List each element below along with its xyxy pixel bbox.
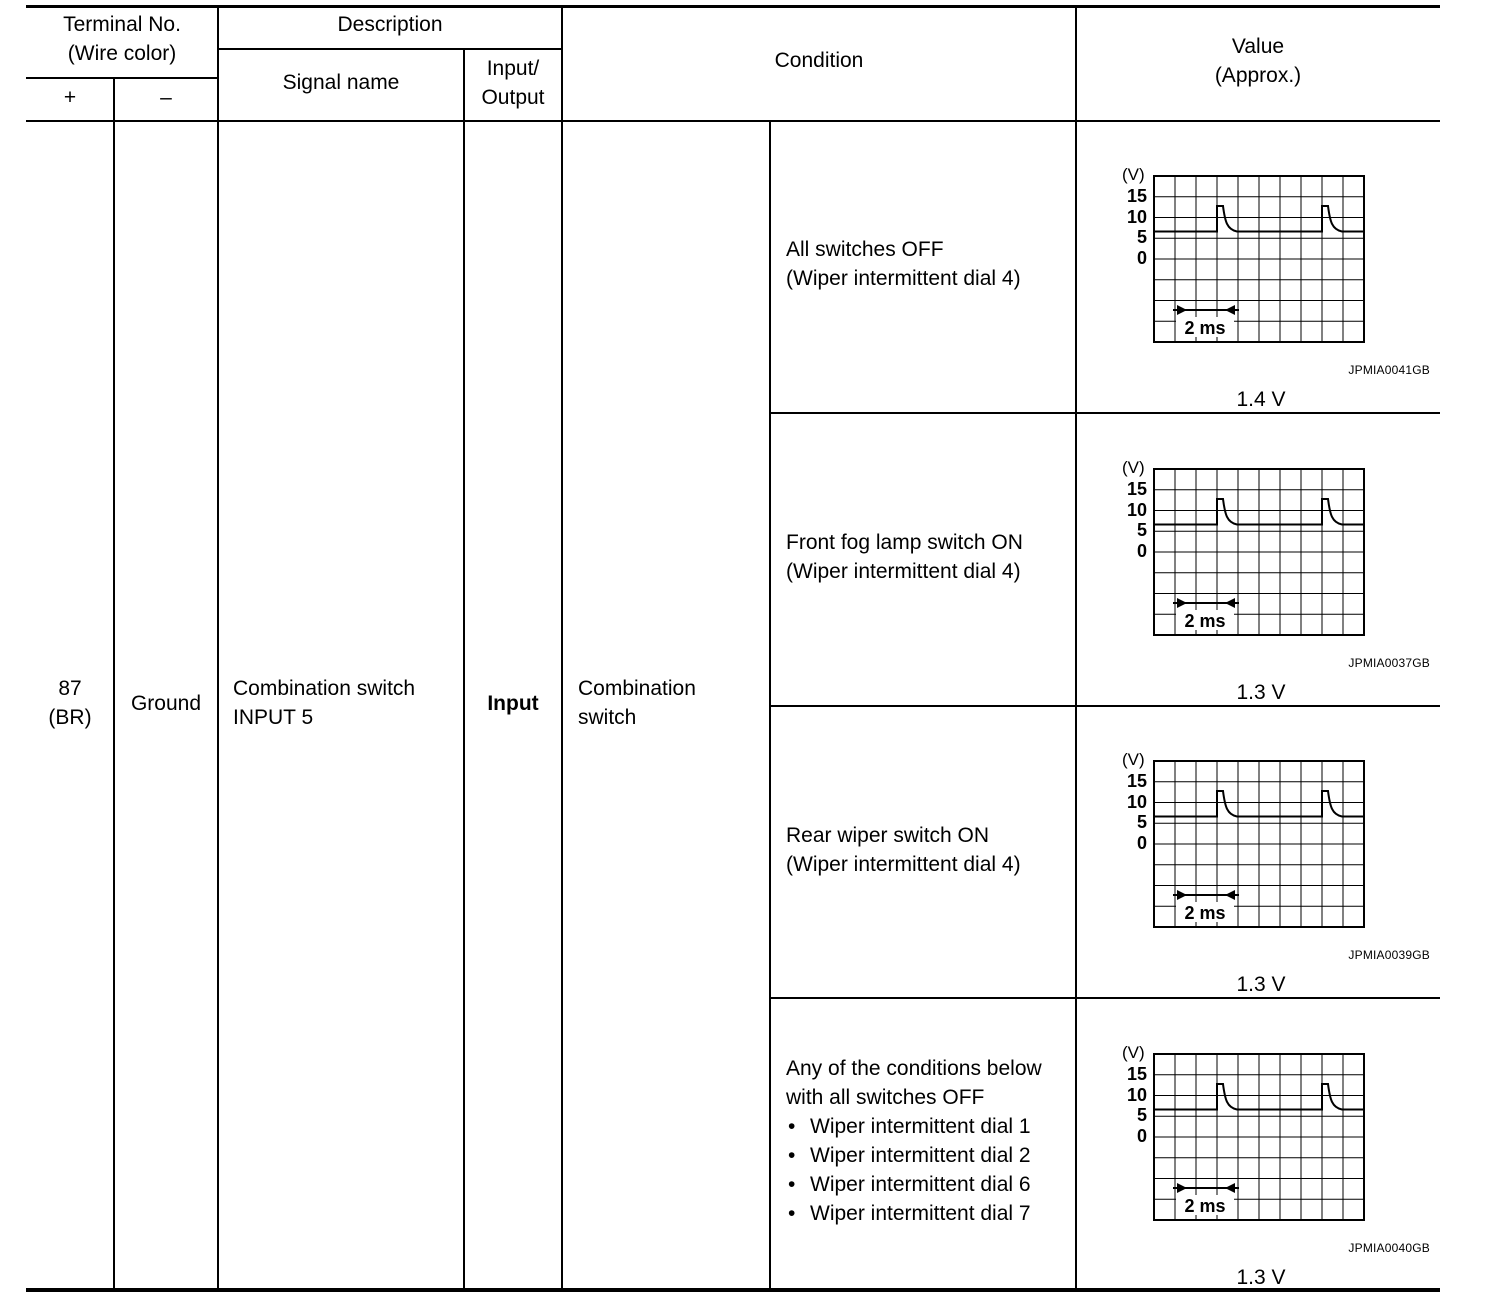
- y-tick-label: 10: [1126, 207, 1147, 227]
- voltage-value: 1.3 V: [1236, 681, 1286, 704]
- condition-rear-wiper: [786, 821, 1071, 879]
- col-rule-value: [1075, 6, 1077, 1289]
- io-value: Input: [487, 692, 539, 715]
- time-span-arrow: [1225, 598, 1235, 608]
- header-wire-color: (Wire color): [67, 42, 177, 65]
- voltage-value: 1.3 V: [1236, 973, 1286, 996]
- condition-bullet: • Wiper intermittent dial 7: [786, 1199, 1071, 1228]
- time-span-label: 2 ms: [1184, 1196, 1226, 1216]
- figure-code: JPMIA0041GB: [1348, 363, 1430, 377]
- y-tick-label: 0: [1136, 1126, 1147, 1146]
- y-tick-label: 15: [1126, 771, 1147, 791]
- unit-label: (V): [1122, 1043, 1145, 1062]
- waveform-4: [1110, 1040, 1440, 1289]
- condition-main-line2: switch: [578, 706, 637, 729]
- ground-terminal: Ground: [130, 692, 202, 715]
- header-io-line1: Input/: [486, 57, 540, 80]
- header-signal-name: Signal name: [282, 71, 400, 94]
- y-tick-label: 5: [1136, 1105, 1147, 1125]
- figure-code: JPMIA0039GB: [1348, 948, 1430, 962]
- header-io-line2: Output: [481, 86, 545, 109]
- condition-line: Front fog lamp switch ON: [786, 531, 1023, 554]
- y-tick-label: 15: [1126, 1064, 1147, 1084]
- condition-line: (Wiper intermittent dial 4): [786, 267, 1021, 290]
- time-span-arrow: [1225, 1183, 1235, 1193]
- unit-label: (V): [1122, 750, 1145, 769]
- waveform-3: [1110, 747, 1440, 996]
- header-terminal-no: Terminal No.: [63, 13, 181, 36]
- terminal-divider: [26, 77, 218, 79]
- col-rule-io: [463, 49, 465, 1289]
- condition-bullet-list: [786, 1112, 1071, 1228]
- y-tick-label: 10: [1126, 1085, 1147, 1105]
- terminal-number: 87: [58, 677, 82, 700]
- description-divider: [218, 48, 562, 50]
- header-value-line1: Value: [1231, 35, 1285, 58]
- condition-line: (Wiper intermittent dial 4): [786, 853, 1021, 876]
- time-span-label: 2 ms: [1184, 903, 1226, 923]
- y-tick-label: 10: [1126, 792, 1147, 812]
- time-span-arrow: [1177, 890, 1187, 900]
- time-span-arrow: [1177, 1183, 1187, 1193]
- y-tick-label: 5: [1136, 812, 1147, 832]
- unit-label: (V): [1122, 458, 1145, 477]
- condition-line: All switches OFF: [786, 238, 944, 261]
- y-tick-label: 5: [1136, 520, 1147, 540]
- y-tick-label: 0: [1136, 541, 1147, 561]
- figure-code: JPMIA0040GB: [1348, 1241, 1430, 1255]
- condition-all-switches-off: [786, 235, 1071, 293]
- unit-label: (V): [1122, 165, 1145, 184]
- row-divider-3: [770, 997, 1440, 999]
- row-divider-2: [770, 705, 1440, 707]
- time-span-label: 2 ms: [1184, 318, 1226, 338]
- signal-name-line1: Combination switch: [233, 677, 416, 700]
- time-span-arrow: [1225, 305, 1235, 315]
- condition-front-fog-lamp: [786, 528, 1071, 586]
- header-plus: +: [63, 86, 77, 109]
- condition-line: Rear wiper switch ON: [786, 824, 990, 847]
- waveform-1: [1110, 162, 1440, 411]
- y-tick-label: 0: [1136, 833, 1147, 853]
- y-tick-label: 10: [1126, 500, 1147, 520]
- voltage-value: 1.4 V: [1236, 388, 1286, 411]
- col-rule-condition: [561, 6, 563, 1289]
- waveform-graph: [1110, 162, 1440, 362]
- condition-bullet: • Wiper intermittent dial 2: [786, 1141, 1071, 1170]
- header-description: Description: [337, 13, 443, 36]
- time-span-arrow: [1177, 598, 1187, 608]
- row-divider-1: [770, 412, 1440, 414]
- time-span-label: 2 ms: [1184, 611, 1226, 631]
- col-rule-condition-detail: [769, 121, 771, 1289]
- y-tick-label: 5: [1136, 227, 1147, 247]
- condition-bullet: • Wiper intermittent dial 6: [786, 1170, 1071, 1199]
- waveform-graph: [1110, 455, 1440, 655]
- waveform-graph: [1110, 1040, 1440, 1240]
- y-tick-label: 15: [1126, 186, 1147, 206]
- y-tick-label: 0: [1136, 248, 1147, 268]
- table-top-rule: [26, 5, 1440, 8]
- signal-name-line2: INPUT 5: [233, 706, 314, 729]
- y-tick-label: 15: [1126, 479, 1147, 499]
- figure-code: JPMIA0037GB: [1348, 656, 1430, 670]
- wire-color: (BR): [48, 706, 92, 729]
- condition-line: Any of the conditions below: [786, 1057, 1042, 1080]
- condition-line: (Wiper intermittent dial 4): [786, 560, 1021, 583]
- condition-main-line1: Combination: [578, 677, 696, 700]
- header-value-line2: (Approx.): [1214, 64, 1302, 87]
- waveform-2: [1110, 455, 1440, 704]
- col-rule-description: [217, 6, 219, 1289]
- condition-any-dial: [786, 1054, 1071, 1228]
- time-span-arrow: [1225, 890, 1235, 900]
- header-bottom-rule: [26, 120, 1440, 122]
- condition-line: with all switches OFF: [786, 1086, 985, 1109]
- condition-bullet: • Wiper intermittent dial 1: [786, 1112, 1071, 1141]
- header-condition: Condition: [774, 49, 864, 72]
- waveform-graph: [1110, 747, 1440, 947]
- voltage-value: 1.3 V: [1236, 1266, 1286, 1289]
- time-span-arrow: [1177, 305, 1187, 315]
- header-minus: –: [160, 86, 172, 109]
